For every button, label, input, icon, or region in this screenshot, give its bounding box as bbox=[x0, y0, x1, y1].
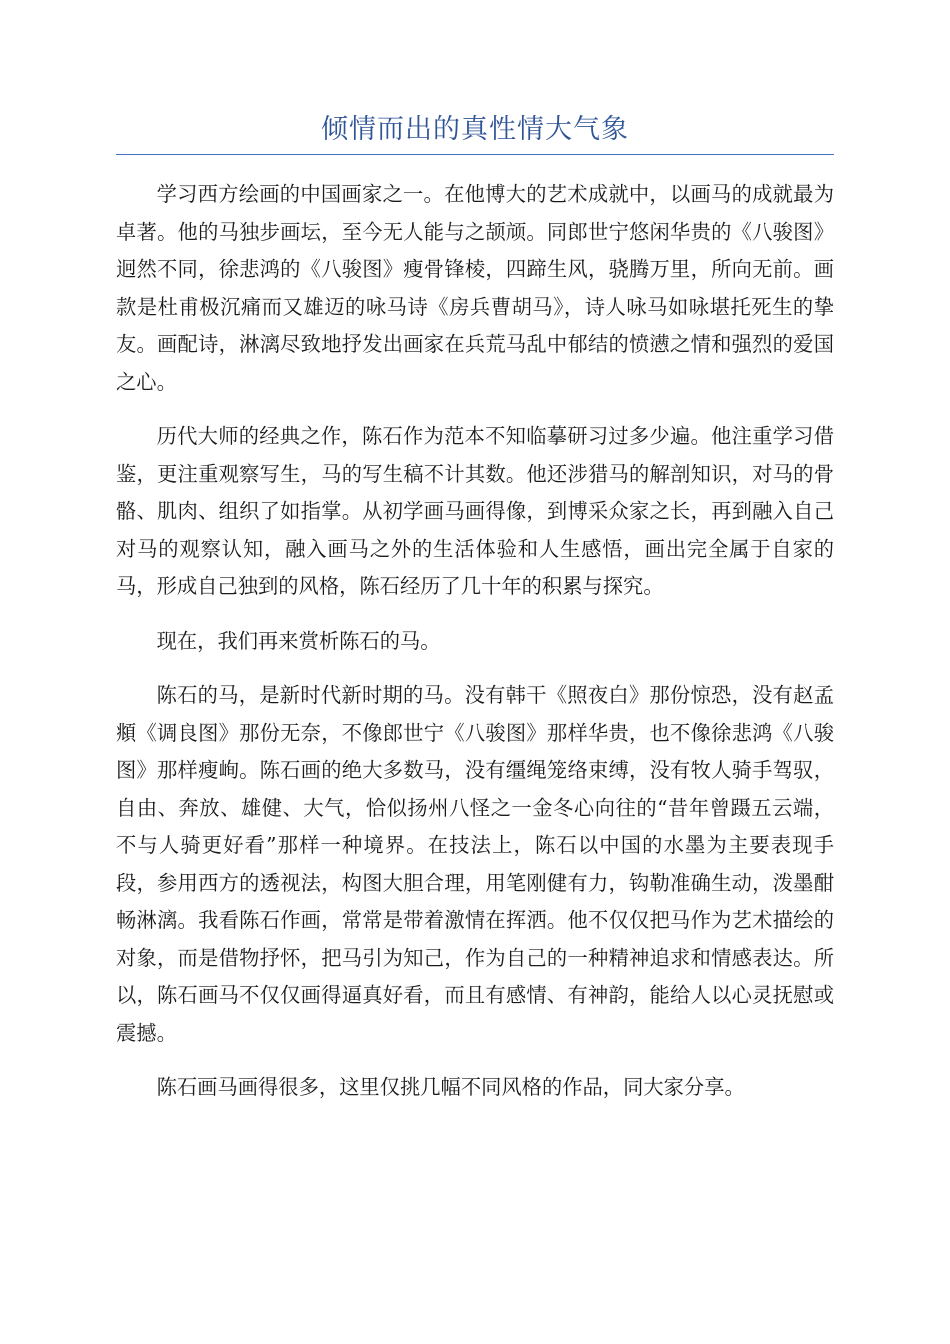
page-title: 倾情而出的真性情大气象 bbox=[321, 114, 629, 145]
title-underline bbox=[116, 154, 834, 155]
paragraph-3: 现在，我们再来赏析陈石的马。 bbox=[156, 628, 441, 653]
document-body bbox=[116, 176, 834, 1124]
paragraph-1: 学习西方绘画的中国画家之一。在他博大的艺术成就中，以画马的成就最为卓著。他的马独步画坛，至今无人能与之颉颃。同郎世宁悠闲华贵的《八骏图》迥然不同，徐悲鸿的《八骏图》瘦骨锋棱，四蹄生风，骁腾万里，所向无前。画款是杜甫极沉痛而又雄迈的咏马诗《房兵曹胡马》，诗人咏马如咏堪托死生的挚友。画配诗，淋漓尽致地抒发出画家在兵荒马乱中郁结的愤懑之情和强烈的爱国之心。 bbox=[116, 182, 834, 394]
paragraph-2: 历代大师的经典之作，陈石作为范本不知临摹研习过多少遍。他注重学习借鉴，更注重观察写生，马的写生稿不计其数。他还涉猎马的解剖知识，对马的骨骼、肌肉、组织了如指掌。从初学画马画得像，到博采众家之长，再到融入自己对马的观察认知，融入画马之外的生活体验和人生感悟，画出完全属于自家的马，形成自己独到的风格，陈石经历了几十年的积累与探究。 bbox=[116, 424, 834, 598]
paragraph-4: 陈石的马，是新时代新时期的马。没有韩干《照夜白》那份惊恐，没有赵孟頫《调良图》那份无奈，不像郎世宁《八骏图》那样华贵，也不像徐悲鸿《八骏图》那样瘦峋。陈石画的绝大多数马，没有缰绳笼络束缚，没有牧人骑手驾驭，自由、奔放、雄健、大气，恰似扬州八怪之一金冬心向往的“昔年曾蹑五云端，不与人骑更好看”那样一种境界。在技法上，陈石以中国的水墨为主要表现手段，参用西方的透视法，构图大胆合理，用笔刚健有力，钩勒准确生动，泼墨酣畅淋漓。我看陈石作画，常常是带着激情在挥洒。他不仅仅把马作为艺术描绘的对象，而是借物抒怀，把马引为知己，作为自己的一种精神追求和情感表达。所以，陈石画马不仅仅画得逼真好看，而且有感情、有神韵，能给人以心灵抚慰或震撼。 bbox=[116, 683, 834, 1045]
paragraph-5: 陈石画马画得很多，这里仅挑几幅不同风格的作品，同大家分享。 bbox=[156, 1075, 745, 1099]
